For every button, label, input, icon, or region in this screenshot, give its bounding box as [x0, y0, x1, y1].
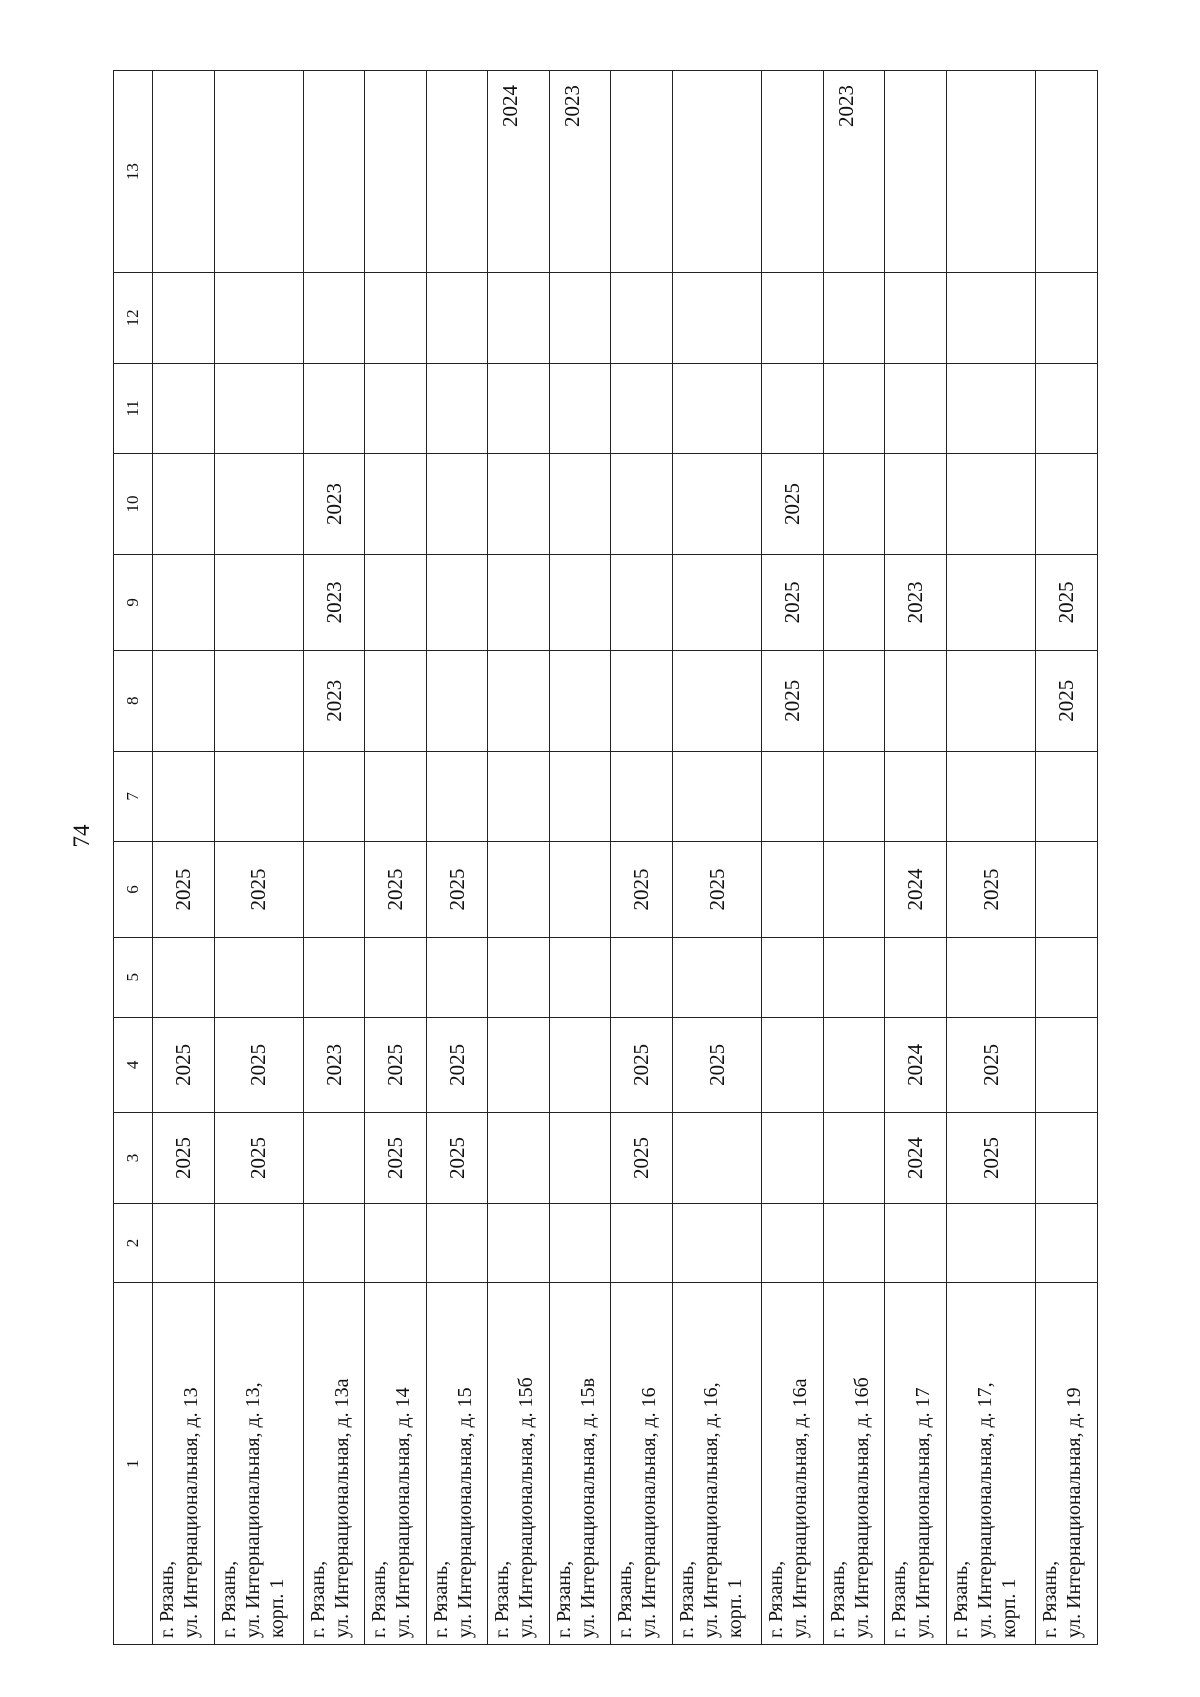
column-header-3: 3 [114, 1113, 153, 1203]
address-line: корп. 1 [724, 1578, 746, 1638]
year-cell-col-3: 2025 [153, 1113, 215, 1203]
address-line: ул. Интернациональная, д. 16, [700, 1382, 722, 1638]
year-cell-col-6: 2025 [673, 842, 762, 938]
table-row [549, 71, 611, 1645]
year-cell-col-10 [611, 453, 673, 554]
year-cell-col-8: 2025 [1036, 650, 1098, 751]
address-line: ул. Интернациональная, д. 15б [515, 1377, 538, 1638]
year-cell-col-4: 2023 [303, 1017, 365, 1113]
year-cell-col-6 [303, 842, 365, 938]
table-row [946, 71, 1035, 1645]
year-cell-col-4: 2025 [426, 1017, 488, 1113]
address-line: ул. Интернациональная, д. 16а [789, 1378, 812, 1638]
column-header-2: 2 [114, 1203, 153, 1283]
page-number: 74 [69, 824, 94, 848]
year-cell-col-5 [673, 937, 762, 1017]
year-cell-col-5 [549, 937, 611, 1017]
year-cell-col-7 [214, 751, 303, 841]
year-cell-col-13 [885, 71, 947, 273]
column-header-6: 6 [114, 842, 153, 938]
year-cell-col-8 [488, 650, 550, 751]
year-cell-col-7 [488, 751, 550, 841]
year-cell-col-7 [549, 751, 611, 841]
year-cell-col-13 [365, 71, 427, 273]
year-cell-col-2 [426, 1203, 488, 1283]
year-cell-col-10: 2025 [762, 453, 824, 554]
year-cell-col-5 [1036, 937, 1098, 1017]
address-line: ул. Интернациональная, д. 13, [241, 1382, 264, 1638]
year-cell-col-8 [946, 650, 1035, 751]
column-header-4: 4 [114, 1017, 153, 1113]
address-line: ул. Интернациональная, д. 16 [638, 1387, 661, 1638]
year-cell-col-2 [611, 1203, 673, 1283]
year-cell-col-13 [426, 71, 488, 273]
table-row [762, 71, 824, 1645]
year-cell-col-11 [365, 363, 427, 453]
year-cell-col-8: 2023 [303, 650, 365, 751]
year-cell-col-2 [488, 1203, 550, 1283]
year-cell-col-9: 2023 [885, 554, 947, 650]
year-cell-col-10 [488, 453, 550, 554]
address-line: ул. Интернациональная, д. 16б [850, 1377, 873, 1638]
column-header-1: 1 [114, 1283, 153, 1645]
year-cell-col-3 [673, 1113, 762, 1203]
year-cell-col-4: 2025 [673, 1017, 762, 1113]
year-cell-col-10 [214, 453, 303, 554]
year-cell-col-13 [946, 71, 1035, 273]
year-cell-col-12 [611, 273, 673, 363]
year-cell-col-12 [214, 273, 303, 363]
address-line: ул. Интернациональная, д. 17, [973, 1382, 996, 1638]
year-cell-col-7 [303, 751, 365, 841]
year-cell-col-4: 2025 [365, 1017, 427, 1113]
year-cell-col-13 [762, 71, 824, 273]
address-line: г. Рязань, [614, 1560, 637, 1638]
year-cell-col-5 [762, 937, 824, 1017]
address-cell [673, 1283, 762, 1645]
year-cell-col-8: 2025 [762, 650, 824, 751]
year-cell-col-12 [153, 273, 215, 363]
year-cell-col-13 [153, 71, 215, 273]
year-cell-col-5 [823, 937, 885, 1017]
year-cell-col-4 [549, 1017, 611, 1113]
address-line: ул. Интернациональная, д. 13 [180, 1387, 202, 1638]
address-line: г. Рязань, [826, 1560, 849, 1638]
year-cell-col-12 [365, 273, 427, 363]
table-row [673, 71, 762, 1645]
year-cell-col-9 [153, 554, 215, 650]
table-row [153, 71, 215, 1645]
address-cell [426, 1283, 488, 1645]
address-line: ул. Интернациональная, д. 17 [912, 1387, 935, 1638]
year-cell-col-2 [153, 1203, 215, 1283]
address-line: г. Рязань, [368, 1560, 391, 1638]
year-cell-col-11 [611, 363, 673, 453]
year-cell-col-8 [885, 650, 947, 751]
year-cell-col-6: 2025 [153, 842, 215, 938]
year-cell-col-5 [153, 937, 215, 1017]
year-cell-col-6: 2025 [214, 842, 303, 938]
year-cell-col-11 [823, 363, 885, 453]
year-cell-col-3: 2024 [885, 1113, 947, 1203]
year-cell-col-6: 2025 [365, 842, 427, 938]
address-line: г. Рязань, [765, 1560, 788, 1638]
year-cell-col-9 [823, 554, 885, 650]
address-line: г. Рязань, [676, 1560, 698, 1638]
year-cell-col-7 [946, 751, 1035, 841]
year-cell-col-4: 2025 [611, 1017, 673, 1113]
year-cell-col-10 [946, 453, 1035, 554]
year-cell-col-11 [946, 363, 1035, 453]
year-cell-col-7 [426, 751, 488, 841]
table-row [365, 71, 427, 1645]
year-cell-col-8 [673, 650, 762, 751]
year-cell-col-2 [303, 1203, 365, 1283]
schedule-table [113, 70, 1098, 1645]
year-cell-col-3: 2025 [946, 1113, 1035, 1203]
address-line: ул. Интернациональная, д. 19 [1063, 1387, 1086, 1638]
year-cell-col-10 [153, 453, 215, 554]
year-cell-col-5 [611, 937, 673, 1017]
table-row [488, 71, 550, 1645]
year-cell-col-3 [549, 1113, 611, 1203]
year-cell-col-12 [762, 273, 824, 363]
year-cell-col-3: 2025 [365, 1113, 427, 1203]
year-cell-col-6 [823, 842, 885, 938]
address-line: корп. 1 [265, 1578, 288, 1638]
year-cell-col-4 [823, 1017, 885, 1113]
address-cell [549, 1283, 611, 1645]
year-cell-col-2 [823, 1203, 885, 1283]
address-cell [365, 1283, 427, 1645]
year-cell-col-9 [426, 554, 488, 650]
address-cell [823, 1283, 885, 1645]
address-cell [611, 1283, 673, 1645]
year-cell-col-11 [549, 363, 611, 453]
year-cell-col-13: 2024 [488, 71, 550, 273]
year-cell-col-9 [214, 554, 303, 650]
address-cell [214, 1283, 303, 1645]
year-cell-col-10 [823, 453, 885, 554]
year-cell-col-8 [153, 650, 215, 751]
year-cell-col-9: 2023 [303, 554, 365, 650]
address-cell [1036, 1283, 1098, 1645]
column-header-11: 11 [114, 363, 153, 453]
year-cell-col-6: 2025 [611, 842, 673, 938]
year-cell-col-7 [885, 751, 947, 841]
year-cell-col-12 [426, 273, 488, 363]
year-cell-col-7 [1036, 751, 1098, 841]
year-cell-col-4: 2025 [946, 1017, 1035, 1113]
address-line: ул. Интернациональная, д. 15в [576, 1377, 599, 1638]
year-cell-col-8 [823, 650, 885, 751]
year-cell-col-12 [946, 273, 1035, 363]
year-cell-col-5 [303, 937, 365, 1017]
year-cell-col-7 [153, 751, 215, 841]
year-cell-col-2 [946, 1203, 1035, 1283]
year-cell-col-3 [823, 1113, 885, 1203]
year-cell-col-11 [673, 363, 762, 453]
header-row [114, 71, 153, 1645]
year-cell-col-5 [365, 937, 427, 1017]
table-row [611, 71, 673, 1645]
table-row [823, 71, 885, 1645]
year-cell-col-8 [426, 650, 488, 751]
year-cell-col-3 [1036, 1113, 1098, 1203]
address-line: ул. Интернациональная, д. 15 [453, 1387, 476, 1638]
year-cell-col-6 [488, 842, 550, 938]
address-line: ул. Интернациональная, д. 13а [330, 1378, 353, 1638]
address-cell [946, 1283, 1035, 1645]
year-cell-col-4 [1036, 1017, 1098, 1113]
year-cell-col-2 [673, 1203, 762, 1283]
column-header-12: 12 [114, 273, 153, 363]
year-cell-col-2 [885, 1203, 947, 1283]
year-cell-col-13: 2023 [549, 71, 611, 273]
address-line: г. Рязань, [1039, 1560, 1062, 1638]
year-cell-col-11 [1036, 363, 1098, 453]
year-cell-col-11 [488, 363, 550, 453]
year-cell-col-13 [303, 71, 365, 273]
year-cell-col-5 [946, 937, 1035, 1017]
address-cell [303, 1283, 365, 1645]
year-cell-col-8 [214, 650, 303, 751]
year-cell-col-7 [611, 751, 673, 841]
year-cell-col-13 [673, 71, 762, 273]
year-cell-col-6 [549, 842, 611, 938]
year-cell-col-5 [488, 937, 550, 1017]
address-line: г. Рязань, [217, 1560, 240, 1638]
table-body [153, 71, 1098, 1645]
year-cell-col-10 [549, 453, 611, 554]
year-cell-col-7 [673, 751, 762, 841]
year-cell-col-8 [365, 650, 427, 751]
address-line: г. Рязань, [306, 1560, 329, 1638]
year-cell-col-3 [762, 1113, 824, 1203]
column-header-5: 5 [114, 937, 153, 1017]
table-row [885, 71, 947, 1645]
year-cell-col-12 [549, 273, 611, 363]
year-cell-col-7 [365, 751, 427, 841]
address-cell [153, 1283, 215, 1645]
column-header-10: 10 [114, 453, 153, 554]
year-cell-col-8 [549, 650, 611, 751]
year-cell-col-9 [365, 554, 427, 650]
year-cell-col-12 [673, 273, 762, 363]
year-cell-col-9: 2025 [1036, 554, 1098, 650]
year-cell-col-3 [488, 1113, 550, 1203]
year-cell-col-13 [611, 71, 673, 273]
year-cell-col-11 [303, 363, 365, 453]
year-cell-col-11 [885, 363, 947, 453]
year-cell-col-11 [153, 363, 215, 453]
schedule-table-wrapper [113, 70, 1098, 1645]
table-row [303, 71, 365, 1645]
year-cell-col-8 [611, 650, 673, 751]
address-cell [762, 1283, 824, 1645]
year-cell-col-9 [488, 554, 550, 650]
year-cell-col-11 [214, 363, 303, 453]
year-cell-col-10 [365, 453, 427, 554]
year-cell-col-11 [426, 363, 488, 453]
year-cell-col-11 [762, 363, 824, 453]
column-header-8: 8 [114, 650, 153, 751]
year-cell-col-4: 2025 [214, 1017, 303, 1113]
year-cell-col-10 [673, 453, 762, 554]
year-cell-col-9 [673, 554, 762, 650]
year-cell-col-4: 2024 [885, 1017, 947, 1113]
year-cell-col-7 [762, 751, 824, 841]
year-cell-col-6: 2025 [426, 842, 488, 938]
table-row [426, 71, 488, 1645]
year-cell-col-9 [611, 554, 673, 650]
year-cell-col-12 [885, 273, 947, 363]
year-cell-col-12 [823, 273, 885, 363]
address-cell [885, 1283, 947, 1645]
year-cell-col-13: 2023 [823, 71, 885, 273]
year-cell-col-9 [946, 554, 1035, 650]
address-line: ул. Интернациональная, д. 14 [392, 1387, 415, 1638]
address-line: г. Рязань, [491, 1560, 514, 1638]
address-line: г. Рязань, [888, 1560, 911, 1638]
year-cell-col-4 [762, 1017, 824, 1113]
year-cell-col-2 [1036, 1203, 1098, 1283]
year-cell-col-6: 2025 [946, 842, 1035, 938]
year-cell-col-10: 2023 [303, 453, 365, 554]
address-line: корп. 1 [997, 1578, 1020, 1638]
year-cell-col-12 [1036, 273, 1098, 363]
year-cell-col-9 [549, 554, 611, 650]
year-cell-col-6 [1036, 842, 1098, 938]
year-cell-col-12 [303, 273, 365, 363]
address-cell [488, 1283, 550, 1645]
year-cell-col-3: 2025 [611, 1113, 673, 1203]
year-cell-col-9: 2025 [762, 554, 824, 650]
year-cell-col-2 [762, 1203, 824, 1283]
year-cell-col-2 [365, 1203, 427, 1283]
column-header-9: 9 [114, 554, 153, 650]
year-cell-col-6 [762, 842, 824, 938]
year-cell-col-13 [1036, 71, 1098, 273]
year-cell-col-3: 2025 [426, 1113, 488, 1203]
year-cell-col-5 [885, 937, 947, 1017]
year-cell-col-13 [214, 71, 303, 273]
year-cell-col-4: 2025 [153, 1017, 215, 1113]
year-cell-col-7 [823, 751, 885, 841]
column-header-13: 13 [114, 71, 153, 273]
address-line: г. Рязань, [949, 1560, 972, 1638]
column-header-7: 7 [114, 751, 153, 841]
year-cell-col-4 [488, 1017, 550, 1113]
address-line: г. Рязань, [156, 1560, 178, 1638]
year-cell-col-6: 2024 [885, 842, 947, 938]
table-row [1036, 71, 1098, 1645]
year-cell-col-10 [426, 453, 488, 554]
year-cell-col-5 [426, 937, 488, 1017]
address-line: г. Рязань, [429, 1560, 452, 1638]
year-cell-col-10 [1036, 453, 1098, 554]
year-cell-col-10 [885, 453, 947, 554]
address-line: г. Рязань, [552, 1560, 575, 1638]
year-cell-col-3: 2025 [214, 1113, 303, 1203]
year-cell-col-2 [214, 1203, 303, 1283]
table-row [214, 71, 303, 1645]
year-cell-col-3 [303, 1113, 365, 1203]
year-cell-col-12 [488, 273, 550, 363]
year-cell-col-5 [214, 937, 303, 1017]
year-cell-col-2 [549, 1203, 611, 1283]
